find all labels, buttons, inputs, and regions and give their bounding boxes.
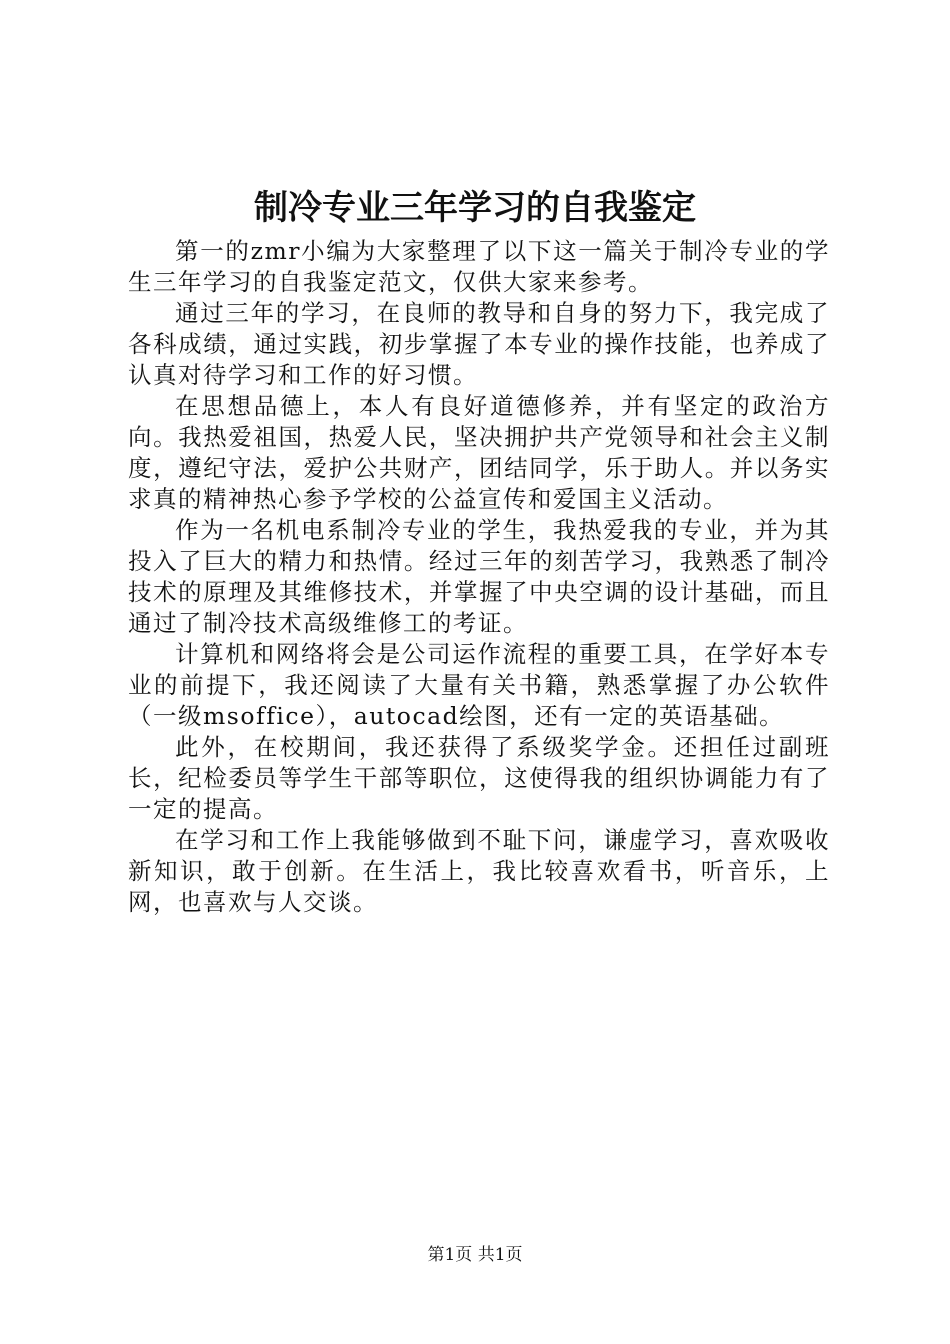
page-footer: 第1页 共1页: [427, 1245, 523, 1265]
paragraph-1: 第一的zmr小编为大家整理了以下这一篇关于制冷专业的学生三年学习的自我鉴定范文，仅供大家来参考。: [128, 237, 830, 296]
paragraph-4: 作为一名机电系制冷专业的学生，我热爱我的专业，并为其投入了巨大的精力和热情。经过三年的刻苦学习，我熟悉了制冷技术的原理及其维修技术，并掌握了中央空调的设计基础，而且通过了制冷技术高级维修工的考证。: [128, 516, 830, 637]
document-title: 制冷专业三年学习的自我鉴定: [254, 188, 696, 228]
paragraph-7: 在学习和工作上我能够做到不耻下问，谦虚学习，喜欢吸收新知识，敢于创新。在生活上，我比较喜欢看书，听音乐，上网，也喜欢与人交谈。: [128, 826, 830, 916]
document-body: [128, 236, 830, 918]
paragraph-2: 通过三年的学习，在良师的教导和自身的努力下，我完成了各科成绩，通过实践，初步掌握了本专业的操作技能，也养成了认真对待学习和工作的好习惯。: [128, 299, 830, 389]
paragraph-3: 在思想品德上，本人有良好道德修养，并有坚定的政治方向。我热爱祖国，热爱人民，坚决拥护共产党领导和社会主义制度，遵纪守法，爱护公共财产，团结同学，乐于助人。并以务实求真的精神热心参予学校的公益宣传和爱国主义活动。: [128, 392, 830, 513]
paragraph-6: 此外，在校期间，我还获得了系级奖学金。还担任过副班长，纪检委员等学生干部等职位，这使得我的组织协调能力有了一定的提高。: [128, 733, 830, 823]
paragraph-5: 计算机和网络将会是公司运作流程的重要工具，在学好本专业的前提下，我还阅读了大量有关书籍，熟悉掌握了办公软件（一级msoffice），autocad绘图，还有一定的英语基础。: [128, 640, 830, 730]
